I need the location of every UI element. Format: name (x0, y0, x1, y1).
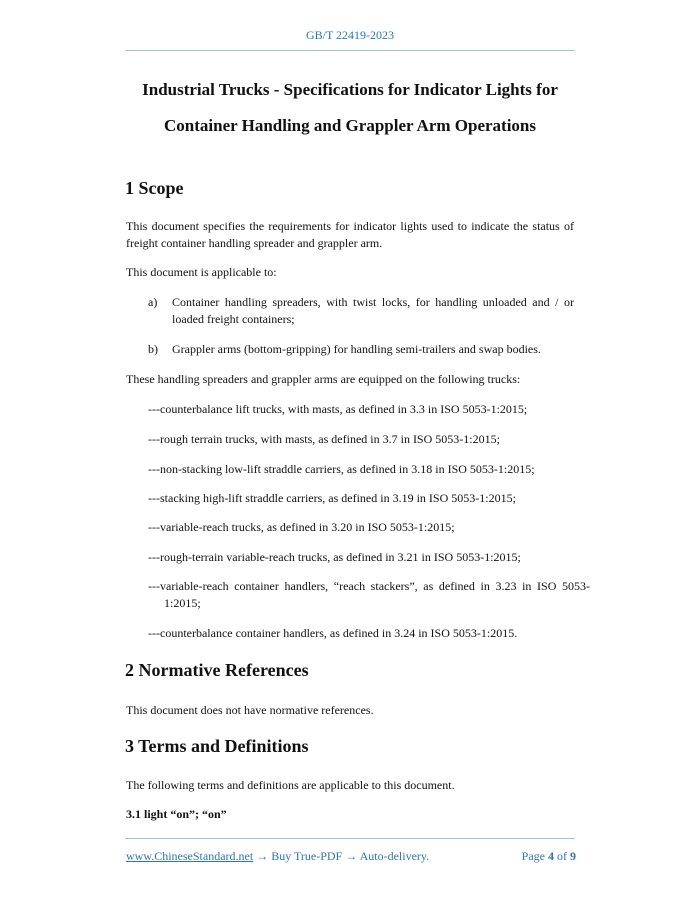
arrow-right-icon: → (345, 849, 358, 863)
scope-paragraph-3: These handling spreaders and grappler arms are equipped on the following trucks: (126, 372, 521, 386)
title-line-2: Container Handling and Grappler Arm Operations (164, 116, 536, 135)
buy-pdf-text: Buy True-PDF (271, 849, 343, 863)
terms-paragraph: The following terms and definitions are applicable to this document. (126, 778, 455, 792)
header-divider (125, 50, 575, 51)
section-2-heading: 2 Normative References (125, 660, 309, 680)
scope-paragraph-1: This document specifies the requirements for indicator lights used to indicate the status of freight container handling spreader and grappler arm. (126, 219, 574, 250)
list-item-text: Container handling spreaders, with twist locks, for handling unloaded and / or loaded freight containers; (172, 295, 574, 326)
list-item (148, 294, 574, 328)
list-marker: a) (148, 295, 158, 309)
truck-list-item: ---counterbalance lift trucks, with masts, as defined in 3.3 in ISO 5053-1:2015; (148, 402, 528, 416)
list-item-text: Grappler arms (bottom-gripping) for handling semi-trailers and swap bodies. (172, 342, 541, 356)
page-total: 9 (570, 849, 576, 863)
term-3-1-heading: 3.1 light “on”; “on” (126, 807, 227, 821)
page-of: of (557, 849, 567, 863)
section-1-heading: 1 Scope (125, 178, 184, 198)
list-item (148, 341, 574, 358)
page-current: 4 (548, 849, 554, 863)
document-code: GB/T 22419-2023 (305, 28, 395, 42)
truck-list-item: ---rough-terrain variable-reach trucks, as defined in 3.21 in ISO 5053-1:2015; (148, 550, 521, 564)
truck-list-item: ---variable-reach container handlers, “reach stackers”, as defined in 3.23 in ISO 5053-1:2015; (148, 579, 590, 610)
arrow-right-icon: → (256, 849, 269, 863)
truck-list-item: ---counterbalance container handlers, as defined in 3.24 in ISO 5053-1:2015. (148, 626, 518, 640)
scope-paragraph-2: This document is applicable to: (126, 265, 277, 279)
document-title (80, 72, 620, 144)
normative-paragraph: This document does not have normative references. (126, 703, 374, 717)
page-label: Page (521, 849, 545, 863)
title-line-1: Industrial Trucks - Specifications for Indicator Lights for (142, 80, 558, 99)
list-marker: b) (148, 342, 158, 356)
page-indicator (522, 849, 576, 864)
auto-delivery-text: Auto-delivery. (359, 849, 430, 863)
footer (126, 849, 576, 864)
section-3-heading: 3 Terms and Definitions (125, 736, 309, 756)
truck-list-item: ---variable-reach trucks, as defined in 3.20 in ISO 5053-1:2015; (148, 520, 455, 534)
footer-divider (125, 838, 575, 839)
truck-list-item: ---rough terrain trucks, with masts, as defined in 3.7 in ISO 5053-1:2015; (148, 432, 500, 446)
truck-list-item: ---non-stacking low-lift straddle carriers, as defined in 3.18 in ISO 5053-1:2015; (148, 462, 535, 476)
truck-list-item: ---stacking high-lift straddle carriers, as defined in 3.19 in ISO 5053-1:2015; (148, 491, 516, 505)
website-link[interactable]: www.ChineseStandard.net (126, 849, 254, 863)
